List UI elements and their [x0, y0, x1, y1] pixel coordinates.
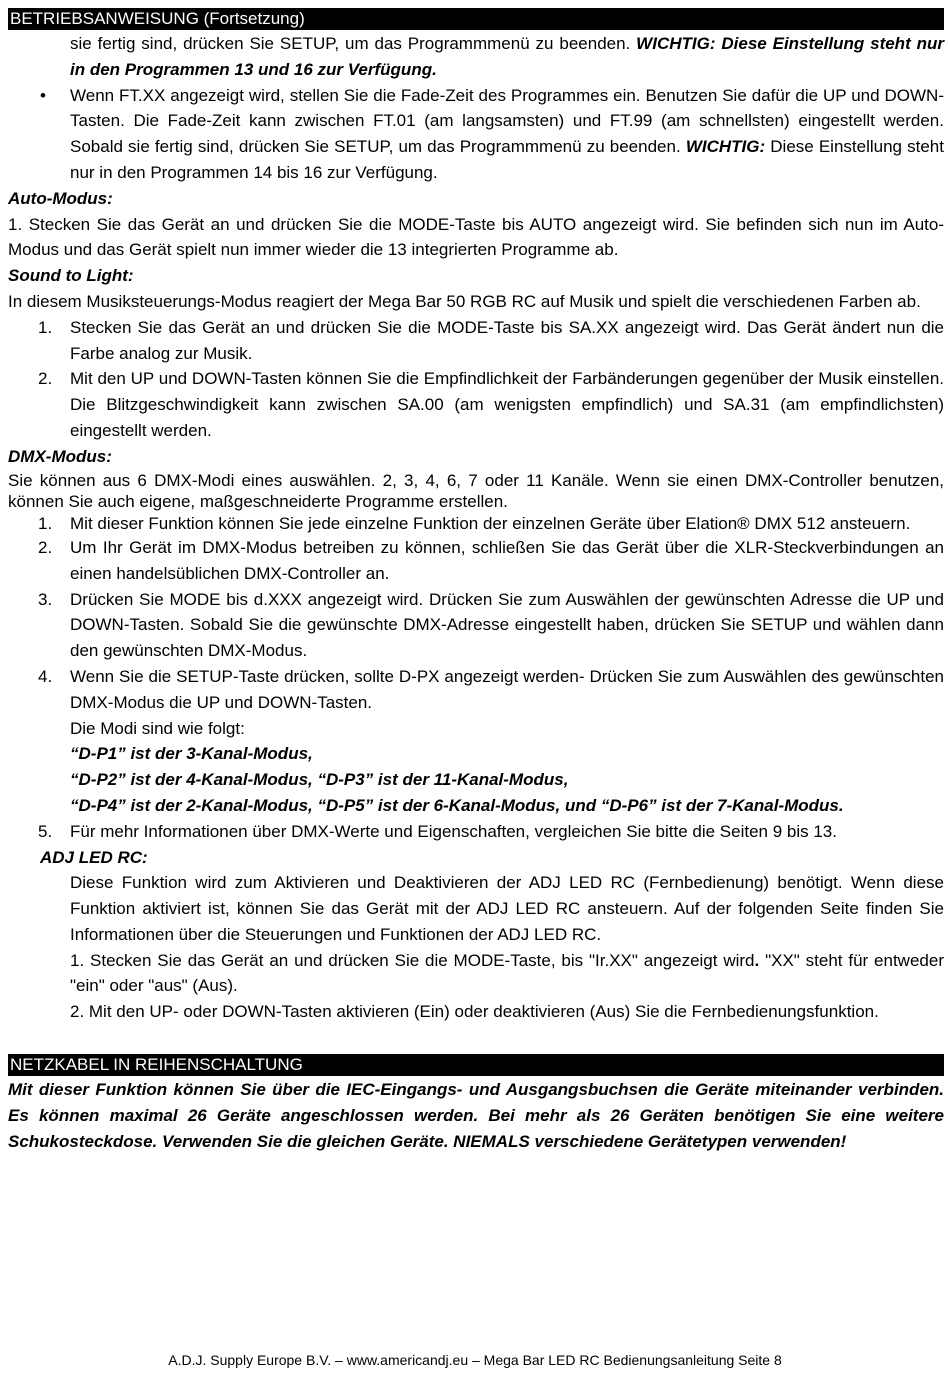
list-item: [8, 535, 944, 587]
mode-line: “D-P1” ist der 3-Kanal-Modus,: [70, 744, 313, 764]
list-text: Drücken Sie MODE bis d.XXX angezeigt wird. Drücken Sie zum Auswählen der gewünschten Adresse die UP und DOWN-Tasten. Sobald Sie die gewünschte DMX-Adresse eingestellt haben, drücken Sie SETUP und wählen dann den gewünschten DMX-Modus.: [70, 589, 944, 661]
list-number: 1.: [38, 514, 53, 534]
mode-line: “D-P2” ist der 4-Kanal-Modus, “D-P3” ist der 11-Kanal-Modus,: [70, 770, 569, 790]
bullet-text: Wenn FT.XX angezeigt wird, stellen Sie die Fade-Zeit des Programmes ein. Benutzen Sie dafür die UP und DOWN-Tasten. Die Fade-Zeit kann zwischen FT.01 (am langsamsten) und FT.99 (am schnellsten) eingestellt werden. Sobald sie fertig sind, drücken Sie SETUP, um das Programmmenü zu beenden.: [70, 85, 944, 157]
list-text: Für mehr Informationen über DMX-Werte und Eigenschaften, vergleichen Sie bitte die Seiten 9 bis 13.: [70, 821, 837, 841]
list-number: 2.: [38, 537, 53, 557]
adj-text: Diese Funktion wird zum Aktivieren und Deaktivieren der ADJ LED RC (Fernbedienung) benötigt. Wenn diese Funktion aktiviert ist, können Sie das Gerät mit der ADJ LED RC ansteuern. Auf der folgenden Seite finden Sie Informationen über die Steuerungen und Funktionen der ADJ LED RC.: [70, 873, 944, 944]
list-text: Mit den UP und DOWN-Tasten können Sie die Empfindlichkeit der Farbänderungen gegenüber der Musik einstellen. Die Blitzgeschwindigkeit kann zwischen SA.00 (am wenigsten empfindlich) und SA.31 (am empfindlichsten) eingestellt werden.: [70, 369, 944, 440]
list-item: [8, 664, 944, 716]
adj-step-2: 2. Mit den UP- oder DOWN-Tasten aktivieren (Ein) oder deaktivieren (Aus) Sie die Fernbedienungsfunktion.: [70, 1002, 879, 1022]
auto-modus-text: 1. Stecken Sie das Gerät an und drücken Sie die MODE-Taste bis AUTO angezeigt wird. Sie befinden sich nun im Auto-Modus und das Gerät spielt nun immer wieder die 13 integrierten Programme ab.: [8, 214, 944, 260]
section-header-betriebsanweisung: BETRIEBSANWEISUNG (Fortsetzung): [8, 8, 944, 30]
list-number: 5.: [38, 821, 53, 841]
list-number: 3.: [38, 589, 53, 609]
list-item: [8, 366, 944, 443]
warning-text: WICHTIG: Diese Einstellung steht nur in den Programmen 13 und 16 zur Verfügung.: [70, 34, 944, 79]
bullet-icon: •: [40, 85, 46, 105]
list-item: [8, 819, 944, 845]
sound-intro-text: In diesem Musiksteuerungs-Modus reagiert der Mega Bar 50 RGB RC auf Musik und spielt die verschiedenen Farben ab.: [8, 291, 921, 311]
dmx-intro-text: Sie können aus 6 DMX-Modi eines auswählen. 2, 3, 4, 6, 7 oder 11 Kanäle. Wenn sie einen DMX-Controller benutzen, können Sie auch eigene, maßgeschneiderte Programme erstellen.: [8, 470, 944, 512]
list-item: [8, 587, 944, 664]
section-gap: [8, 1025, 944, 1054]
manual-page: [8, 8, 944, 1154]
heading-adj-led-rc: ADJ LED RC:: [40, 847, 148, 867]
warning-text: Diese Einstellung steht nur in den Programmen 14 bis 16 zur Verfügung.: [70, 137, 944, 182]
list-number: 4.: [38, 666, 53, 686]
continued-paragraph: [8, 31, 944, 83]
adj-step-1-rest: "XX" steht für entweder "ein" oder "aus" (Aus).: [70, 950, 944, 996]
modes-intro: Die Modi sind wie folgt:: [70, 718, 245, 738]
adj-step-1: [8, 948, 944, 1000]
list-number: 1.: [38, 317, 53, 337]
heading-dmx-modus: DMX-Modus:: [8, 446, 112, 466]
list-text: Mit dieser Funktion können Sie jede einzelne Funktion der einzelnen Geräte über Elation® DMX 512 ansteuern.: [70, 514, 911, 534]
list-text: Stecken Sie das Gerät an und drücken Sie die MODE-Taste bis SA.XX angezeigt wird. Das Gerät ändert nun die Farbe analog zur Musik.: [70, 317, 944, 363]
mode-line: “D-P4” ist der 2-Kanal-Modus, “D-P5” ist der 6-Kanal-Modus, und “D-P6” ist der 7-Kanal-Modus.: [70, 795, 844, 815]
list-text: Wenn Sie die SETUP-Taste drücken, sollte D-PX angezeigt werden- Drücken Sie zum Auswählen des gewünschten DMX-Modus die UP und DOWN-Tasten.: [70, 666, 944, 712]
list-item: [8, 315, 944, 367]
section-header-netzkabel: NETZKABEL IN REIHENSCHALTUNG: [8, 1054, 944, 1076]
heading-sound-to-light: Sound to Light:: [8, 266, 134, 286]
page-footer: A.D.J. Supply Europe B.V. – www.americandj.eu – Mega Bar LED RC Bedienungsanleitung Seite 8: [168, 1352, 782, 1368]
bullet-item-fade: [8, 83, 944, 186]
list-item: [8, 513, 944, 535]
adj-step-1-dot: .: [754, 950, 760, 970]
netzkabel-text: Mit dieser Funktion können Sie über die IEC-Eingangs- und Ausgangsbuchsen die Geräte miteinander verbinden. Es können maximal 26 Geräte angeschlossen werden. Bei mehr als 26 Geräten benötigen Sie eine weitere Schukosteckdose. Verwenden Sie die gleichen Geräte. NIEMALS verschiedene Gerätetypen verwenden!: [8, 1080, 944, 1151]
heading-auto-modus: Auto-Modus:: [8, 188, 113, 208]
continued-text: sie fertig sind, drücken Sie SETUP, um das Programmmenü zu beenden.: [70, 34, 631, 53]
warning-label: WICHTIG:: [685, 137, 766, 157]
adj-step-1-text: 1. Stecken Sie das Gerät an und drücken Sie die MODE-Taste, bis "Ir.XX" angezeigt wird: [70, 950, 755, 970]
list-text: Um Ihr Gerät im DMX-Modus betreiben zu können, schließen Sie das Gerät über die XLR-Steckverbindungen an einen handelsüblichen DMX-Controller an.: [70, 537, 944, 583]
list-number: 2.: [38, 369, 53, 389]
